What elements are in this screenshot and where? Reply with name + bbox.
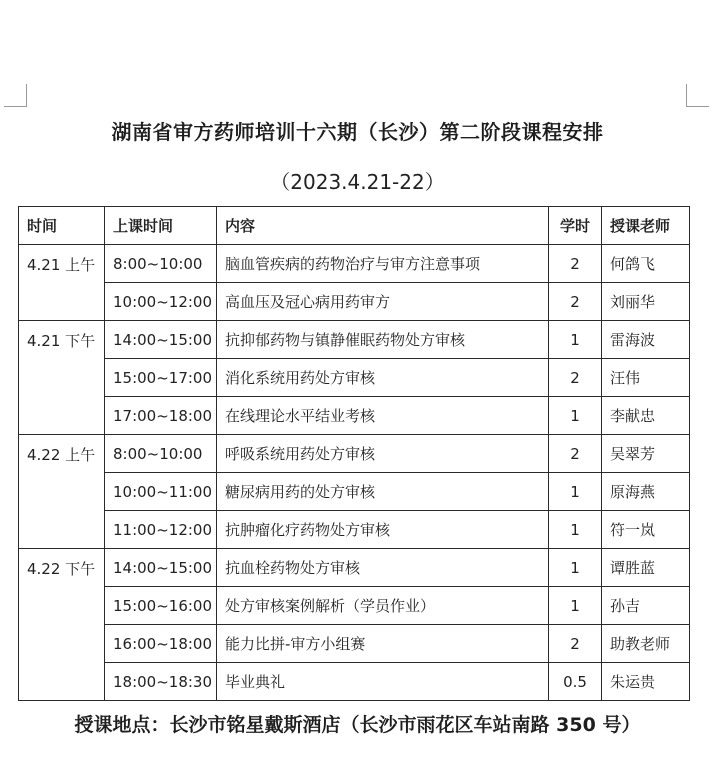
credit-hours: 1 bbox=[549, 397, 602, 435]
credit-hours: 2 bbox=[549, 245, 602, 283]
table-row bbox=[19, 587, 690, 625]
course-content: 抗抑郁药物与镇静催眠药物处方审核 bbox=[217, 321, 549, 359]
header-teacher: 授课老师 bbox=[602, 207, 690, 245]
teacher-name: 助教老师 bbox=[602, 625, 690, 663]
credit-hours: 2 bbox=[549, 359, 602, 397]
page-corner-mark-left bbox=[4, 84, 27, 107]
course-content: 脑血管疾病的药物治疗与审方注意事项 bbox=[217, 245, 549, 283]
table-row bbox=[19, 435, 690, 473]
course-content: 抗肿瘤化疗药物处方审核 bbox=[217, 511, 549, 549]
class-time: 14:00~15:00 bbox=[105, 321, 217, 359]
table-row bbox=[19, 473, 690, 511]
teacher-name: 雷海波 bbox=[602, 321, 690, 359]
header-session: 时间 bbox=[19, 207, 105, 245]
class-time: 10:00~11:00 bbox=[105, 473, 217, 511]
session-label: 4.21 下午 bbox=[19, 321, 105, 435]
teacher-name: 谭胜蓝 bbox=[602, 549, 690, 587]
table-row bbox=[19, 283, 690, 321]
class-time: 17:00~18:00 bbox=[105, 397, 217, 435]
teacher-name: 朱运贵 bbox=[602, 663, 690, 701]
course-content: 呼吸系统用药处方审核 bbox=[217, 435, 549, 473]
credit-hours: 1 bbox=[549, 511, 602, 549]
table-row bbox=[19, 321, 690, 359]
teacher-name: 汪伟 bbox=[602, 359, 690, 397]
document-title: 湖南省审方药师培训十六期（长沙）第二阶段课程安排 bbox=[111, 120, 604, 144]
credit-hours: 2 bbox=[549, 435, 602, 473]
schedule-table bbox=[18, 206, 690, 701]
header-hours: 学时 bbox=[549, 207, 602, 245]
teacher-name: 孙吉 bbox=[602, 587, 690, 625]
credit-hours: 0.5 bbox=[549, 663, 602, 701]
session-label: 4.22 下午 bbox=[19, 549, 105, 701]
credit-hours: 2 bbox=[549, 625, 602, 663]
venue-note: 授课地点：长沙市铭星戴斯酒店（长沙市雨花区车站南路 350 号） bbox=[74, 714, 641, 736]
class-time: 10:00~12:00 bbox=[105, 283, 217, 321]
course-content: 抗血栓药物处方审核 bbox=[217, 549, 549, 587]
class-time: 15:00~16:00 bbox=[105, 587, 217, 625]
table-row bbox=[19, 245, 690, 283]
table-row bbox=[19, 397, 690, 435]
table-header-row bbox=[19, 207, 690, 245]
course-content: 在线理论水平结业考核 bbox=[217, 397, 549, 435]
table-row bbox=[19, 549, 690, 587]
class-time: 14:00~15:00 bbox=[105, 549, 217, 587]
document-subtitle: （2023.4.21-22） bbox=[270, 170, 445, 194]
header-content: 内容 bbox=[217, 207, 549, 245]
teacher-name: 符一岚 bbox=[602, 511, 690, 549]
course-content: 高血压及冠心病用药审方 bbox=[217, 283, 549, 321]
class-time: 16:00~18:00 bbox=[105, 625, 217, 663]
credit-hours: 2 bbox=[549, 283, 602, 321]
credit-hours: 1 bbox=[549, 587, 602, 625]
class-time: 15:00~17:00 bbox=[105, 359, 217, 397]
credit-hours: 1 bbox=[549, 321, 602, 359]
session-label: 4.21 上午 bbox=[19, 245, 105, 321]
course-content: 糖尿病用药的处方审核 bbox=[217, 473, 549, 511]
table-row bbox=[19, 663, 690, 701]
header-time: 上课时间 bbox=[105, 207, 217, 245]
class-time: 8:00~10:00 bbox=[105, 435, 217, 473]
credit-hours: 1 bbox=[549, 549, 602, 587]
course-content: 处方审核案例解析（学员作业） bbox=[217, 587, 549, 625]
teacher-name: 何鸽飞 bbox=[602, 245, 690, 283]
session-label: 4.22 上午 bbox=[19, 435, 105, 549]
teacher-name: 原海燕 bbox=[602, 473, 690, 511]
course-content: 毕业典礼 bbox=[217, 663, 549, 701]
table-row bbox=[19, 625, 690, 663]
teacher-name: 吴翠芳 bbox=[602, 435, 690, 473]
class-time: 8:00~10:00 bbox=[105, 245, 217, 283]
page-corner-mark-right bbox=[686, 84, 709, 107]
course-content: 消化系统用药处方审核 bbox=[217, 359, 549, 397]
teacher-name: 刘丽华 bbox=[602, 283, 690, 321]
class-time: 18:00~18:30 bbox=[105, 663, 217, 701]
course-content: 能力比拼-审方小组赛 bbox=[217, 625, 549, 663]
credit-hours: 1 bbox=[549, 473, 602, 511]
table-row bbox=[19, 511, 690, 549]
class-time: 11:00~12:00 bbox=[105, 511, 217, 549]
teacher-name: 李献忠 bbox=[602, 397, 690, 435]
table-row bbox=[19, 359, 690, 397]
